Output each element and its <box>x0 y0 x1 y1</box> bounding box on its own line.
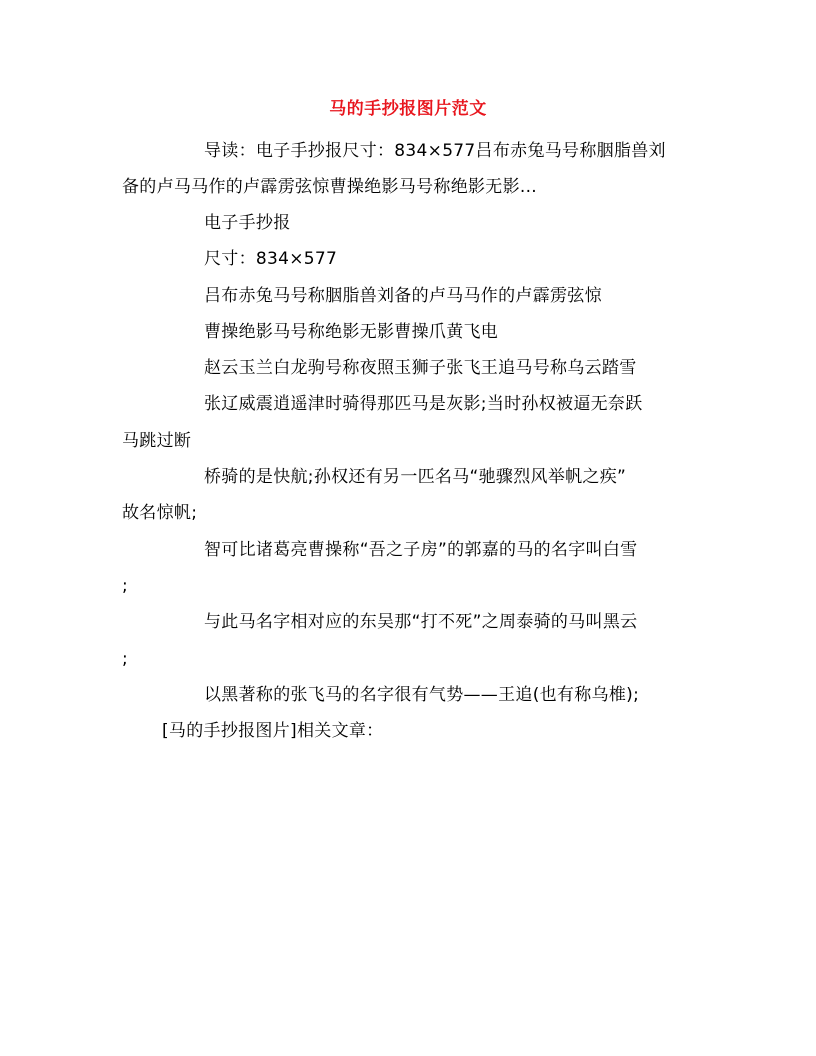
body-line: ; <box>122 649 129 669</box>
paragraph-heading: 电子手抄报 <box>204 213 291 233</box>
body-line: 桥骑的是快航;孙权还有另一匹名马“驰骤烈风举帆之疾” <box>204 467 627 487</box>
body-line: 智可比诸葛亮曹操称“吾之子房”的郭嘉的马的名字叫白雪 <box>204 540 638 560</box>
body-line: 曹操绝影马号称绝影无影曹操爪黄飞电 <box>204 322 499 342</box>
intro-line-1: 导读：电子手抄报尺寸：834×577吕布赤兔马号称胭脂兽刘 <box>204 141 666 161</box>
document-title: 马的手抄报图片范文 <box>329 99 487 119</box>
body-line: 与此马名字相对应的东吴那“打不死”之周泰骑的马叫黑云 <box>204 612 638 632</box>
intro-line-2: 备的卢马马作的卢霹雳弦惊曹操绝影马号称绝影无影... <box>122 177 538 197</box>
body-line: 以黑著称的张飞马的名字很有气势——王追(也有称乌椎); <box>204 685 640 705</box>
body-line: 张辽威震逍遥津时骑得那匹马是灰影;当时孙权被逼无奈跃 <box>204 394 643 414</box>
body-line: ; <box>122 576 129 596</box>
related-articles-link[interactable]: [马的手抄报图片]相关文章： <box>162 721 384 741</box>
body-line: 故名惊帆; <box>122 503 198 523</box>
body-line: 赵云玉兰白龙驹号称夜照玉狮子张飞王追马号称乌云踏雪 <box>204 358 637 378</box>
size-line: 尺寸：834×577 <box>204 249 338 269</box>
body-line: 马跳过断 <box>122 431 192 451</box>
body-line: 吕布赤兔马号称胭脂兽刘备的卢马马作的卢霹雳弦惊 <box>204 286 602 306</box>
